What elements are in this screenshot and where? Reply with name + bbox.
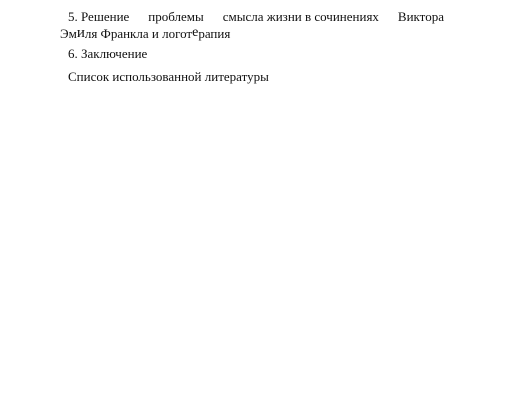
toc-item-5-word: 5. Решение <box>68 9 130 24</box>
toc-item-5-raised-letter: е <box>192 25 199 40</box>
toc-item-5-word: проблемы <box>148 9 204 24</box>
toc-item-5-word: Виктора <box>397 9 444 24</box>
toc-item-5-line-1 <box>68 8 444 25</box>
toc-item-5-line-2 <box>60 25 444 43</box>
toc-item-5-text: рапия <box>198 26 231 41</box>
toc-item-5-text: ля Франкла и логот <box>84 26 193 41</box>
toc-item-5-text: Эм <box>60 26 77 41</box>
toc-item-5 <box>60 8 444 43</box>
clipped-previous-line <box>172 0 422 5</box>
toc-item-5-raised-letter: и <box>76 25 85 41</box>
toc-item-6: 6. Заключение <box>68 46 148 61</box>
toc-bibliography: Список использованной литературы <box>68 69 269 84</box>
toc-item-5-word: смысла жизни в сочинениях <box>222 9 379 24</box>
